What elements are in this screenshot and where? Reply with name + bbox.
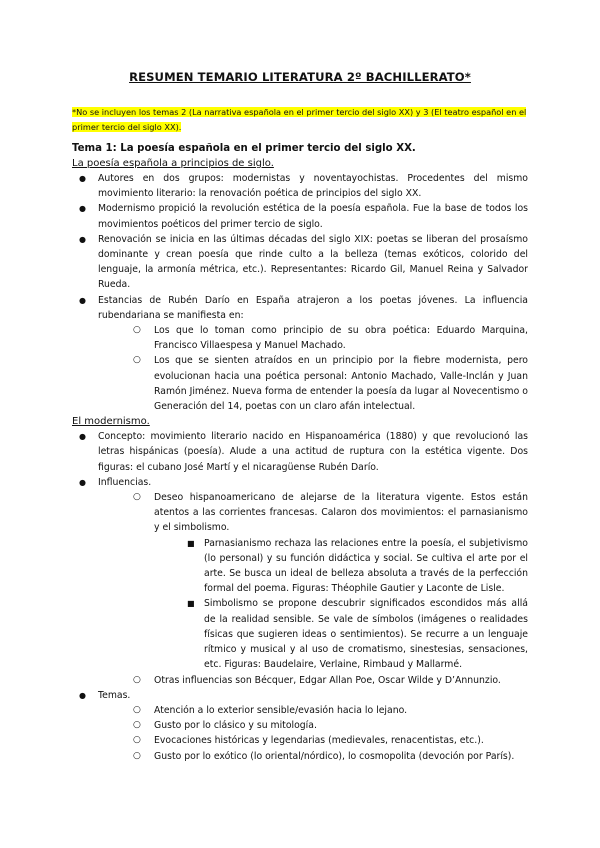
movimientos-list [154, 536, 528, 673]
list-item-concepto: ● Concepto: movimiento literario nacido en Hispanoamérica (1880) y que revolucionó las letras hispánicas (poesía). Alude a una actitud de ruptura con la estética vigente. Dos figuras: el cubano José Martí y el nicaragüense Rubén Darío. [72, 429, 528, 475]
section2-list [72, 429, 528, 763]
sublist-item: ○ Los que lo toman como principio de su obra poética: Eduardo Marquina, Francisco Villaespesa y Manuel Machado. [130, 323, 528, 353]
deseo-text: Deseo hispanoamericano de alejarse de la literatura vigente. Estos están atentos a las corrientes francesas. Calaron dos movimientos: el parnasianismo y el simbolismo. [154, 492, 528, 534]
sublist-item: ○ Evocaciones históricas y legendarias (medievales, renacentistas, etc.). [130, 733, 528, 748]
sublist-item: ○ Gusto por lo clásico y su mitología. [130, 718, 528, 733]
list-item-influencias [72, 475, 528, 688]
dario-sublist [98, 323, 528, 414]
dario-text: Estancias de Rubén Darío en España atrajeron a los poetas jóvenes. La influencia rubendariana se manifiesta en: [98, 294, 528, 321]
sublist-item-otras: ○ Otras influencias son Bécquer, Edgar Allan Poe, Oscar Wilde y D’Annunzio. [130, 673, 528, 688]
tema1-heading: Tema 1: La poesía española en el primer tercio del siglo XX. [72, 143, 416, 154]
document-title: RESUMEN TEMARIO LITERATURA 2º BACHILLERATO* [129, 70, 471, 84]
list-item-dario [72, 293, 528, 415]
note-highlight: *No se incluyen los temas 2 (La narrativa española en el primer tercio del siglo XX) y 3 (El teatro español en el primer tercio del siglo XX). [72, 107, 527, 132]
temas-label: Temas. [98, 689, 131, 701]
influencias-label: Influencias. [98, 476, 152, 488]
movement-item-parnasianismo: ■ Parnasianismo rechaza las relaciones entre la poesía, el subjetivismo (lo personal) y su función didáctica y social. Se cultiva el arte por el arte. Se busca un ideal de belleza absoluta a través de la perfección formal del poema. Figuras: Théophile Gautier y Laconte de Lisle. [184, 536, 528, 597]
list-item: ● Renovación se inicia en las últimas décadas del siglo XIX: poetas se liberan del prosaísmo dominante y crean poesía que rinde culto a la belleza (temas exóticos, colorido del lenguaje, la armonía métrica, etc.). Representantes: Ricardo Gil, Manuel Reina y Salvador Rueda. [72, 232, 528, 293]
section1-list [72, 171, 528, 414]
sublist-item: ○ Gusto por lo exótico (lo oriental/nórdico), lo cosmopolita (devoción por París). [130, 749, 528, 764]
exclusion-note [72, 105, 532, 135]
influencias-sublist [98, 490, 528, 688]
section-heading-principios: La poesía española a principios de siglo. [72, 158, 274, 169]
sublist-item: ○ Los que se sienten atraídos en un principio por la fiebre modernista, pero evolucionan hacia una poética personal: Antonio Machado, Valle-Inclán y Juan Ramón Jiménez. Nueva forma de entender la poesía da lugar al Novecentismo o Generación del 14, poetas con un claro afán intelectual. [130, 353, 528, 414]
movement-item-simbolismo: ■ Simbolismo se propone descubrir significados escondidos más allá de la realidad sensible. Se vale de símbolos (imágenes o realidades físicas que sugieren ideas o sentimientos). Se recurre a un lenguaje rítmico y musical y al uso de cromatismo, sinestesias, sensaciones, etc. Figuras: Baudelaire, Verlaine, Rimbaud y Mallarmé. [184, 596, 528, 672]
sublist-item: ○ Atención a lo exterior sensible/evasión hacia lo lejano. [130, 703, 528, 718]
temas-sublist [98, 703, 528, 764]
sublist-item-deseo [130, 490, 528, 672]
list-item: ● Modernismo propició la revolución estética de la poesía española. Fue la base de todos los movimientos poéticos del primer tercio de siglo. [72, 201, 528, 231]
list-item-temas [72, 688, 528, 764]
list-item: ● Autores en dos grupos: modernistas y noventayochistas. Procedentes del mismo movimiento literario: la renovación poética de principios del siglo XX. [72, 171, 528, 201]
tema1-content [72, 141, 528, 764]
section-heading-modernismo: El modernismo. [72, 416, 150, 428]
